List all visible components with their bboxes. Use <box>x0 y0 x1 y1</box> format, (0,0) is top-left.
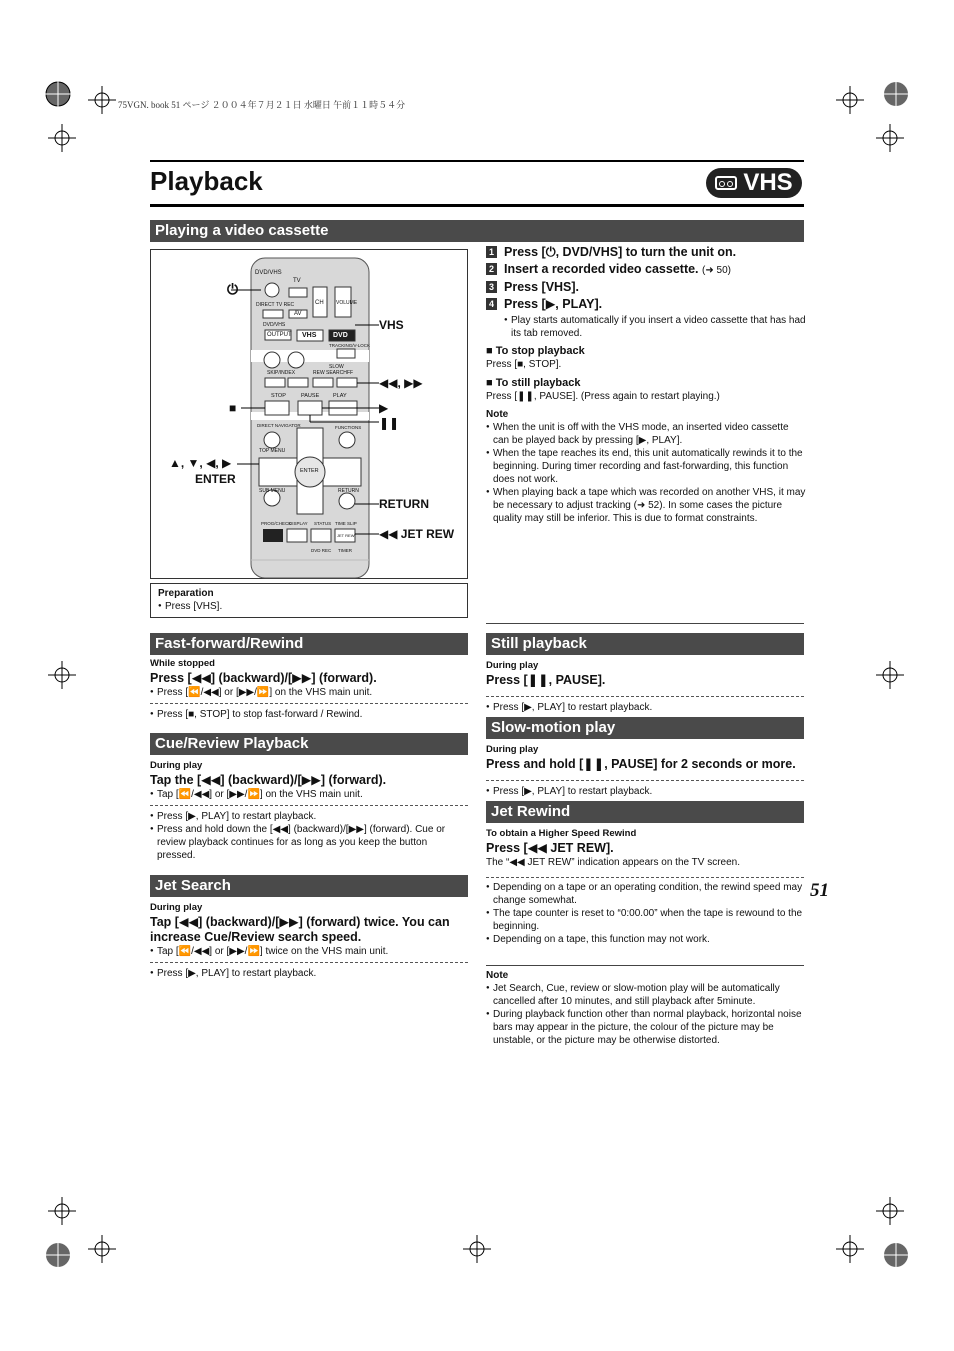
label-rew-ff: ◀◀, ▶▶ <box>379 376 423 390</box>
page-title: Playback <box>150 166 263 196</box>
remote-status-label: STATUS <box>314 521 332 526</box>
remote-av-label: AV <box>294 311 302 317</box>
slow-body <box>486 743 804 798</box>
registration-mark-icon <box>882 80 910 108</box>
jetsearch-instr: Tap [◀◀] (backward)/[▶▶] (forward) twice. You can increase Cue/Review search speed. <box>150 915 450 944</box>
title-bottom-rule <box>150 204 804 207</box>
remote-slow-label: SLOW <box>329 364 344 370</box>
remote-rew-label: REW <box>313 370 325 376</box>
registration-mark-icon <box>882 1241 910 1269</box>
note-divider <box>486 965 804 966</box>
registration-mark-icon <box>44 1241 72 1269</box>
remote-prog-check-label: PROG/CHECK <box>261 521 292 526</box>
slow-instr: Press and hold [❚❚, PAUSE] for 2 seconds or more. <box>486 757 796 771</box>
cue-instr: Tap the [◀◀] (backward)/[▶▶] (forward). <box>150 773 387 787</box>
still-instr: Press [❚❚, PAUSE]. <box>486 673 606 687</box>
note-1: ● When the unit is off with the VHS mode, an inserted video cassette can be played back by pressing [▶, PLAY]. <box>486 421 806 447</box>
cue-b1: ● Tap [⏪/◀◀] or [▶▶/⏩] on the VHS main unit. <box>150 788 468 801</box>
preparation-item: ● Press [VHS]. <box>158 600 460 613</box>
section-divider <box>486 623 804 624</box>
remote-search-label: SEARCH <box>326 370 347 376</box>
jetrew-b2: ● The tape counter is reset to “0:00.00” when the tape is rewound to the beginning. <box>486 907 804 933</box>
crosshair-mark-icon <box>836 1235 864 1263</box>
section-heading-still: Still playback <box>486 633 804 655</box>
still-text: Press [❚❚, PAUSE]. (Press again to restart playing.) <box>486 391 720 402</box>
jetsearch-body <box>150 901 468 980</box>
remote-time-slip-label: TIME SLIP <box>335 521 357 526</box>
jetsearch-when: During play <box>150 902 203 913</box>
remote-diagram <box>150 249 468 579</box>
bottom-note-b1: ● Jet Search, Cue, review or slow-motion play will be automatically cancelled after 10 minutes, and still playback after 5minute. <box>486 982 804 1008</box>
dash-divider <box>486 780 804 781</box>
vhs-badge <box>706 168 802 198</box>
registration-mark-icon <box>44 80 72 108</box>
remote-enter-button[interactable]: ENTER <box>300 468 319 474</box>
dash-divider <box>150 805 468 806</box>
remote-func-label: FUNCTIONS <box>335 425 362 430</box>
remote-stop-label: STOP <box>271 393 286 399</box>
cassette-icon <box>715 176 737 190</box>
crosshair-mark-icon <box>876 661 904 689</box>
remote-skip-label: SKIP/INDEX <box>267 370 296 376</box>
still-body <box>486 659 804 714</box>
crosshair-mark-icon <box>88 1235 116 1263</box>
note-3: ● When playing back a tape which was recorded on another VHS, it may be necessary to adjust tracking (➜ 52). In some cases the picture quality may still be inferior. This is due to format constraints. <box>486 486 806 525</box>
remote-direct-nav-label: DIRECT NAVIGATOR <box>257 423 301 428</box>
jetrew-b1: ● Depending on a tape or an operating condition, the rewind speed may change somewhat. <box>486 881 804 907</box>
crosshair-mark-icon <box>876 1197 904 1225</box>
dash-divider <box>486 877 804 878</box>
label-arrows: ▲, ▼, ◀, ▶ <box>169 456 232 470</box>
ffrew-b1: ● Press [⏪/◀◀] or [▶▶/⏩] on the VHS main unit. <box>150 686 468 699</box>
jetrew-body <box>486 827 804 946</box>
preparation-label: Preparation <box>158 588 214 599</box>
ffrew-when: While stopped <box>150 658 215 669</box>
remote-tv-label: TV <box>293 278 301 284</box>
ffrew-body <box>150 657 468 721</box>
dash-divider <box>150 703 468 704</box>
remote-dvdvhs2-label: DVD/VHS <box>263 322 286 328</box>
remote-volume-label: VOLUME <box>336 300 358 306</box>
still-heading: ■ To still playback <box>486 377 581 389</box>
section-heading-jetrew: Jet Rewind <box>486 801 804 823</box>
remote-top-menu-label: TOP MENU <box>259 448 286 454</box>
cue-body <box>150 759 468 862</box>
crosshair-mark-icon <box>876 124 904 152</box>
crosshair-mark-icon <box>48 1197 76 1225</box>
jetrew-when: To obtain a Higher Speed Rewind <box>486 828 637 839</box>
step-3: 3 Press [VHS]. <box>486 280 806 295</box>
slow-b1: ● Press [▶, PLAY] to restart playback. <box>486 785 804 798</box>
step4-note: ● Play starts automatically if you insert a video cassette that has had its tab removed. <box>504 314 806 340</box>
label-stop: ■ <box>229 401 237 415</box>
remote-direct-tv-rec-label: DIRECT TV REC <box>256 302 295 308</box>
cue-b2: ● Press [▶, PLAY] to restart playback. <box>150 810 468 823</box>
still-b1: ● Press [▶, PLAY] to restart playback. <box>486 701 804 714</box>
steps-list <box>486 245 806 525</box>
slow-when: During play <box>486 744 539 755</box>
cue-when: During play <box>150 760 203 771</box>
print-info: 75VGN. book 51 ページ ２００４年７月２１日 水曜日 午前１１時５４分 <box>118 100 406 110</box>
remote-dvd-button[interactable]: DVD <box>333 332 348 339</box>
section-heading-slow: Slow-motion play <box>486 717 804 739</box>
preparation-box <box>150 583 468 618</box>
label-jet-rew: ◀◀ JET REW <box>379 527 455 541</box>
remote-tracking-label: TRACKING/V-LOCK <box>329 343 371 348</box>
label-power: ⏻ <box>227 281 239 297</box>
still-when: During play <box>486 660 539 671</box>
section-heading-ffrew: Fast-forward/Rewind <box>150 633 468 655</box>
section-heading-jetsearch: Jet Search <box>150 875 468 897</box>
crosshair-mark-icon <box>48 124 76 152</box>
remote-sub-menu-label: SUB MENU <box>259 488 286 494</box>
label-pause: ❚❚ <box>379 416 400 430</box>
step-1: 1 Press [⏻, DVD/VHS] to turn the unit on. <box>486 245 806 260</box>
remote-dvdvhs-label: DVD/VHS <box>255 270 282 276</box>
remote-ch-label: CH <box>315 300 324 306</box>
step-2: 2 Insert a recorded video cassette. (➜ 50) <box>486 262 806 278</box>
stop-text: Press [■, STOP]. <box>486 359 562 370</box>
page-number: 51 <box>810 880 829 901</box>
note-2: ● When the tape reaches its end, this unit automatically rewinds it to the beginning. During timer recording and fast-forwarding, this function does not work. <box>486 447 806 486</box>
note-label: Note <box>486 409 509 420</box>
label-vhs: VHS <box>379 318 404 332</box>
jetsearch-b2: ● Press [▶, PLAY] to restart playback. <box>150 967 468 980</box>
bottom-note <box>486 969 804 1047</box>
bottom-note-b2: ● During playback function other than normal playback, horizontal noise bars may appear in the picture, the colour of the picture may be unstable, or the picture may be otherwise distorted. <box>486 1008 804 1047</box>
remote-display-label: DISPLAY <box>289 521 308 526</box>
dash-divider <box>486 696 804 697</box>
remote-pause-label: PAUSE <box>301 393 320 399</box>
crosshair-mark-icon <box>88 86 116 114</box>
jetsearch-b1: ● Tap [⏪/◀◀] or [▶▶/⏩] twice on the VHS main unit. <box>150 945 468 958</box>
remote-timer-label: TIMER <box>338 548 352 553</box>
ffrew-b2: ● Press [■, STOP] to stop fast-forward / Rewind. <box>150 708 468 721</box>
remote-dvd-rec-label: DVD REC <box>311 548 332 553</box>
remote-jet-rew-button[interactable]: JET REW <box>337 533 355 538</box>
section-heading-playing: Playing a video cassette <box>150 220 804 242</box>
bottom-note-label: Note <box>486 970 509 981</box>
vhs-badge-label: VHS <box>743 169 793 196</box>
remote-play-label: PLAY <box>333 393 347 399</box>
remote-return-label: RETURN <box>338 488 359 494</box>
crosshair-mark-icon <box>836 86 864 114</box>
label-enter: ENTER <box>195 472 236 486</box>
label-play: ▶ <box>379 401 389 415</box>
cue-b3: ● Press and hold down the [◀◀] (backward)/[▶▶] (forward). Cue or review playback continues for as long as you keep the button pressed. <box>150 823 468 862</box>
section-heading-cue: Cue/Review Playback <box>150 733 468 755</box>
jetrew-instr: Press [◀◀ JET REW]. <box>486 841 614 855</box>
remote-output-label: OUTPUT <box>267 332 292 338</box>
jetrew-b3: ● Depending on a tape, this function may not work. <box>486 933 804 946</box>
step-4: 4 Press [▶, PLAY]. <box>486 297 806 312</box>
stop-heading: ■ To stop playback <box>486 345 585 357</box>
ffrew-instr: Press [◀◀] (backward)/[▶▶] (forward). <box>150 671 377 685</box>
remote-ff-label: FF <box>347 370 354 376</box>
label-return: RETURN <box>379 497 429 511</box>
crosshair-mark-icon <box>463 1235 491 1263</box>
remote-vhs-button[interactable]: VHS <box>302 332 317 339</box>
crosshair-mark-icon <box>48 661 76 689</box>
title-top-rule <box>150 160 804 162</box>
dash-divider <box>150 962 468 963</box>
jetrew-desc: The “◀◀ JET REW” indication appears on the TV screen. <box>486 857 741 868</box>
